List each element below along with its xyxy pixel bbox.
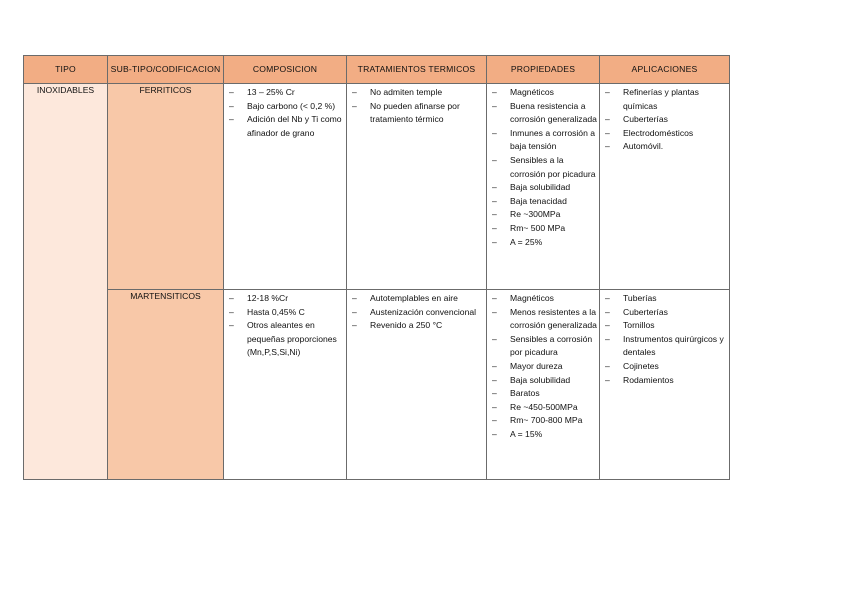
list-item: – Mayor dureza xyxy=(490,360,597,374)
list-item: – Bajo carbono (< 0,2 %) xyxy=(227,100,344,114)
composicion-cell xyxy=(224,84,347,290)
list-item: – Rm~ 500 MPa xyxy=(490,222,597,236)
header-row xyxy=(24,56,730,84)
tratamientos-cell xyxy=(347,84,487,290)
list-item: – Sensibles a corrosión por picadura xyxy=(490,333,597,360)
subtipo-cell: MARTENSITICOS xyxy=(108,290,224,480)
list-item: – Austenización convencional xyxy=(350,306,484,320)
list-item: – Baja solubilidad xyxy=(490,181,597,195)
list-item: – Magnéticos xyxy=(490,292,597,306)
list-item: – No admiten temple xyxy=(350,86,484,100)
aplicaciones-list xyxy=(600,290,729,387)
list-item: – Baja tenacidad xyxy=(490,195,597,209)
tratamientos-cell xyxy=(347,290,487,480)
list-item: – A = 25% xyxy=(490,236,597,250)
aplicaciones-cell xyxy=(600,84,730,290)
list-item: – Hasta 0,45% C xyxy=(227,306,344,320)
composicion-list xyxy=(224,84,346,140)
list-item: – 12-18 %Cr xyxy=(227,292,344,306)
list-item: – Otros aleantes en pequeñas proporciones (Mn,P,S,Si,Ni) xyxy=(227,319,344,360)
header-tipo: TIPO xyxy=(24,56,108,84)
list-item: – Rm~ 700-800 MPa xyxy=(490,414,597,428)
list-item: – Tuberías xyxy=(603,292,727,306)
table-row xyxy=(24,84,730,290)
list-item: – A = 15% xyxy=(490,428,597,442)
list-item: – Adición del Nb y Ti como afinador de grano xyxy=(227,113,344,140)
header-composicion: COMPOSICION xyxy=(224,56,347,84)
steel-types-table xyxy=(23,55,730,480)
list-item: – Automóvil. xyxy=(603,140,727,154)
list-item: – Buena resistencia a corrosión generalizada xyxy=(490,100,597,127)
composicion-cell xyxy=(224,290,347,480)
subtipo-cell: FERRITICOS xyxy=(108,84,224,290)
header-subtipo: SUB-TIPO/CODIFICACION xyxy=(108,56,224,84)
header-propiedades: PROPIEDADES xyxy=(487,56,600,84)
list-item: – Tornillos xyxy=(603,319,727,333)
list-item: – Re ~450-500MPa xyxy=(490,401,597,415)
table-row xyxy=(24,290,730,480)
list-item: – Inmunes a corrosión a baja tensión xyxy=(490,127,597,154)
list-item: – Autotemplables en aire xyxy=(350,292,484,306)
header-aplicaciones: APLICACIONES xyxy=(600,56,730,84)
composicion-list xyxy=(224,290,346,360)
aplicaciones-cell xyxy=(600,290,730,480)
list-item: – Cojinetes xyxy=(603,360,727,374)
list-item: – No pueden afinarse por tratamiento térmico xyxy=(350,100,484,127)
list-item: – Refinerías y plantas químicas xyxy=(603,86,727,113)
list-item: – Instrumentos quirúrgicos y dentales xyxy=(603,333,727,360)
list-item: – Rodamientos xyxy=(603,374,727,388)
list-item: – Re ~300MPa xyxy=(490,208,597,222)
list-item: – 13 – 25% Cr xyxy=(227,86,344,100)
list-item: – Revenido a 250 °C xyxy=(350,319,484,333)
tipo-cell: INOXIDABLES xyxy=(24,84,108,480)
list-item: – Electrodomésticos xyxy=(603,127,727,141)
list-item: – Magnéticos xyxy=(490,86,597,100)
propiedades-cell xyxy=(487,84,600,290)
list-item: – Cuberterías xyxy=(603,113,727,127)
header-tratamientos: TRATAMIENTOS TERMICOS xyxy=(347,56,487,84)
aplicaciones-list xyxy=(600,84,729,154)
list-item: – Sensibles a la corrosión por picadura xyxy=(490,154,597,181)
propiedades-list xyxy=(487,84,599,249)
list-item: – Menos resistentes a la corrosión generalizada xyxy=(490,306,597,333)
tratamientos-list xyxy=(347,290,486,333)
list-item: – Cuberterías xyxy=(603,306,727,320)
list-item: – Baratos xyxy=(490,387,597,401)
list-item: – Baja solubilidad xyxy=(490,374,597,388)
tratamientos-list xyxy=(347,84,486,127)
propiedades-cell xyxy=(487,290,600,480)
propiedades-list xyxy=(487,290,599,442)
